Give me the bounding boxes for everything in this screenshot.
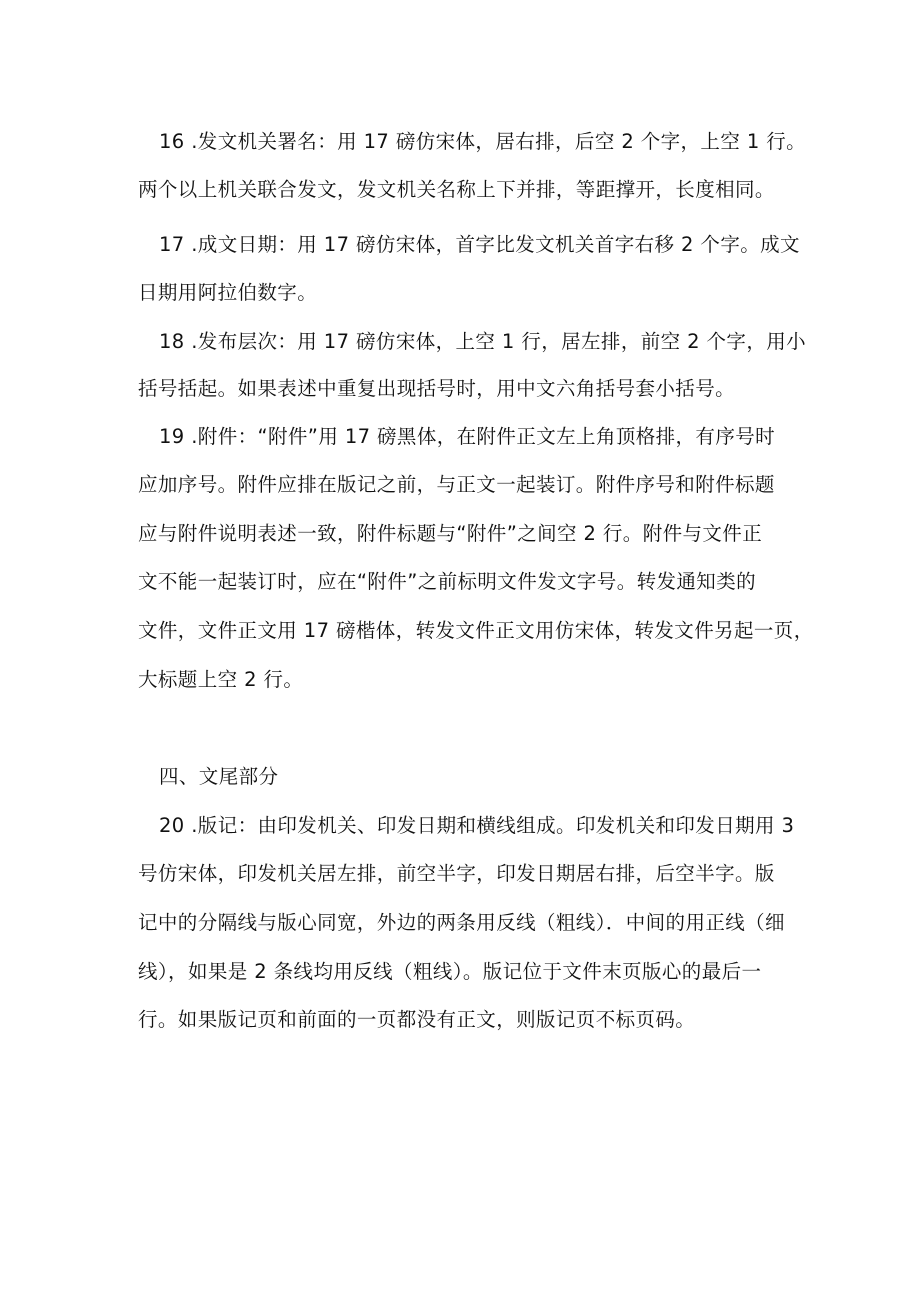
item-17-line-1: 17 .成文日期：用 17 磅仿宋体，首字比发文机关首字右移 2 个字。成文 bbox=[159, 233, 800, 256]
item-18-line-2: 括号括起。如果表述中重复出现括号时，用中文六角括号套小括号。 bbox=[138, 377, 736, 400]
item-20-line-2: 号仿宋体，印发机关居左排，前空半字，印发日期居右排，后空半字。版 bbox=[138, 862, 775, 885]
item-16-line-1: 16 .发文机关署名：用 17 磅仿宋体，居右排，后空 2 个字，上空 1 行。 bbox=[159, 130, 807, 153]
item-19-line-5: 文件，文件正文用 17 磅楷体，转发文件正文用仿宋体，转发文件另起一页， bbox=[138, 619, 814, 642]
item-17-line-2: 日期用阿拉伯数字。 bbox=[138, 281, 318, 304]
item-20-line-4: 线），如果是 2 条线均用反线（粗线）。版记位于文件末页版心的最后一 bbox=[138, 960, 762, 983]
item-19-line-1: 19 .附件：“附件”用 17 磅黑体，在附件正文左上角顶格排，有序号时 bbox=[159, 425, 776, 448]
item-20-line-3: 记中的分隔线与版心同宽，外边的两条用反线（粗线）．中间的用正线（细 bbox=[138, 911, 785, 934]
item-20-line-1: 20 .版记：由印发机关、印发日期和横线组成。印发机关和印发日期用 3 bbox=[159, 814, 795, 837]
item-16-line-2: 两个以上机关联合发文，发文机关名称上下并排，等距撑开，长度相同。 bbox=[138, 178, 775, 201]
item-20-line-5: 行。如果版记页和前面的一页都没有正文，则版记页不标页码。 bbox=[138, 1008, 696, 1031]
item-19-line-6: 大标题上空 2 行。 bbox=[138, 668, 304, 691]
item-18-line-1: 18 .发布层次：用 17 磅仿宋体，上空 1 行，居左排，前空 2 个字，用小 bbox=[159, 330, 807, 353]
item-19-line-2: 应加序号。附件应排在版记之前，与正文一起装订。附件序号和附件标题 bbox=[138, 473, 775, 496]
section-heading: 四、文尾部分 bbox=[159, 765, 279, 788]
item-19-line-3: 应与附件说明表述一致，附件标题与“附件”之间空 2 行。附件与文件正 bbox=[138, 522, 763, 545]
item-19-line-4: 文不能一起装订时，应在“附件”之前标明文件发文字号。转发通知类的 bbox=[138, 570, 757, 593]
